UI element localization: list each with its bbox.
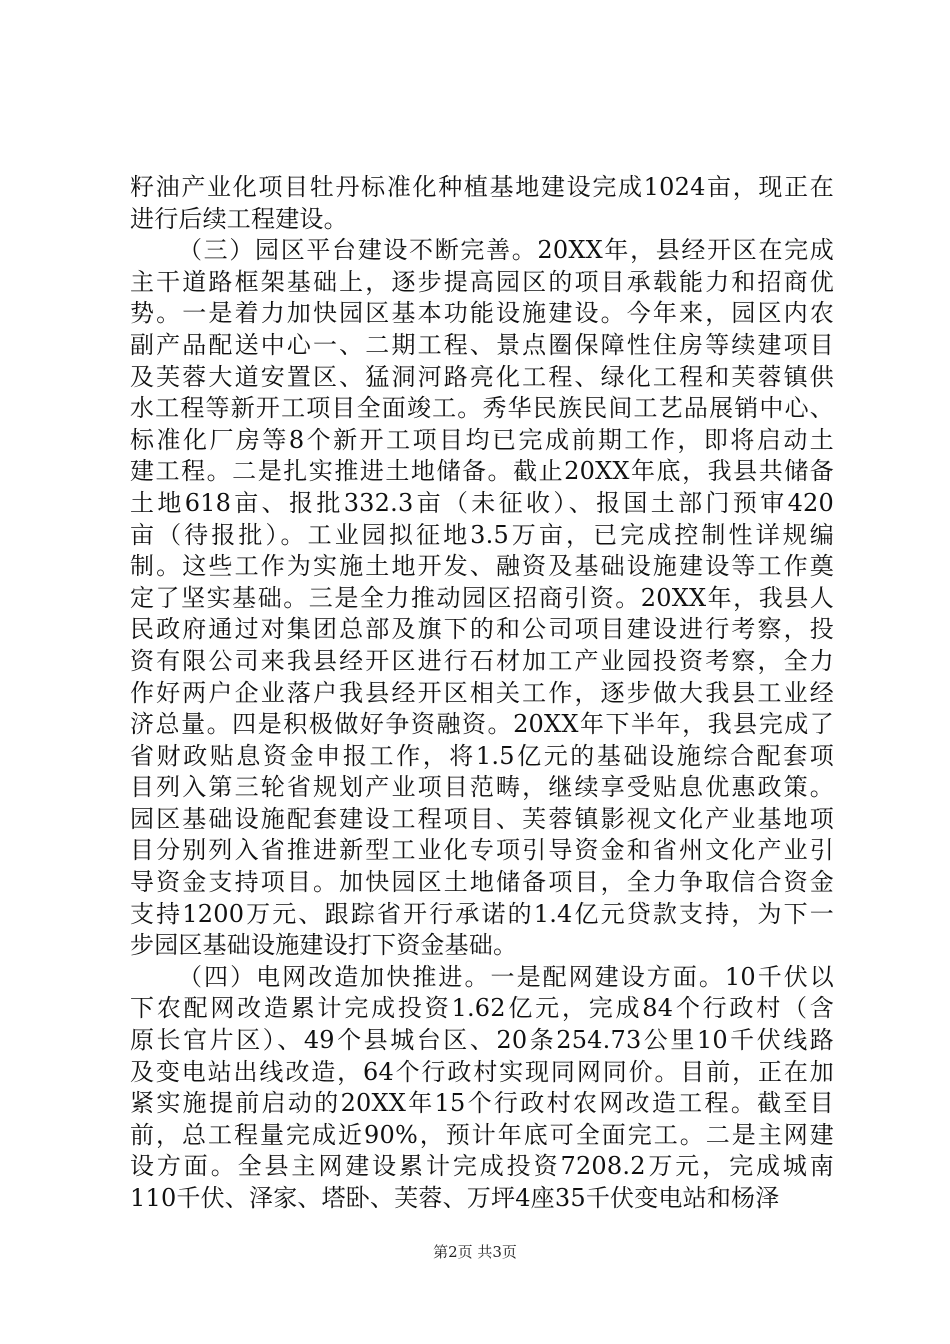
text-line: 土地618亩、报批332.3亩（未征收）、报国土部门预审420 bbox=[130, 488, 834, 517]
text-line: 下农配网改造累计完成投资1.62亿元，完成84个行政村（含 bbox=[130, 994, 834, 1023]
text-line: 籽油产业化项目牡丹标准化种植基地建设完成1024亩，现正在 bbox=[130, 173, 834, 201]
text-line: 步园区基础设施建设打下资金基础。 bbox=[130, 931, 518, 960]
text-line: 水工程等新开工项目全面竣工。秀华民族民间工艺品展销中心、 bbox=[130, 394, 834, 423]
text-line: 支持1200万元、跟踪省开行承诺的1.4亿元贷款支持，为下一 bbox=[130, 899, 834, 928]
text-line: 副产品配送中心一、二期工程、景点圈保障性住房等续建项目 bbox=[130, 330, 834, 359]
text-line: 原长官片区）、49个县城台区、20条254.73公里10千伏线路 bbox=[130, 1026, 834, 1055]
text-line: 进行后续工程建设。 bbox=[130, 204, 348, 233]
text-line: 设方面。全县主网建设累计完成投资7208.2万元，完成城南 bbox=[130, 1152, 834, 1181]
text-line: 资有限公司来我县经开区进行石材加工产业园投资考察，全力 bbox=[130, 646, 834, 675]
text-line: 定了坚实基础。三是全力推动园区招商引资。20XX年，我县人 bbox=[130, 583, 834, 612]
text-line: 导资金支持项目。加快园区土地储备项目，全力争取信合资金 bbox=[130, 868, 834, 897]
text-line: 省财政贴息资金申报工作，将1.5亿元的基础设施综合配套项 bbox=[130, 741, 834, 770]
text-line: 亩（待报批）。工业园拟征地3.5万亩，已完成控制性详规编 bbox=[130, 520, 834, 549]
text-line: 济总量。四是积极做好争资融资。20XX年下半年，我县完成了 bbox=[130, 710, 834, 739]
paragraph bbox=[130, 235, 834, 962]
document-body bbox=[130, 172, 834, 1215]
text-line: 110千伏、泽家、塔卧、芙蓉、万坪4座35千伏变电站和杨泽 bbox=[130, 1184, 780, 1212]
text-line: 制。这些工作为实施土地开发、融资及基础设施建设等工作奠 bbox=[130, 552, 834, 581]
text-line: 主干道路框架基础上，逐步提高园区的项目承载能力和招商优 bbox=[130, 267, 834, 296]
text-line: 势。一是着力加快园区基本功能设施建设。今年来，园区内农 bbox=[130, 299, 834, 328]
text-line: 建工程。二是扎实推进土地储备。截止20XX年底，我县共储备 bbox=[130, 457, 834, 486]
paragraph bbox=[130, 172, 834, 235]
text-line: 园区基础设施配套建设工程项目、芙蓉镇影视文化产业基地项 bbox=[130, 804, 834, 833]
text-line: 目分别列入省推进新型工业化专项引导资金和省州文化产业引 bbox=[130, 836, 834, 865]
page-footer: 第2页 共3页 bbox=[433, 1243, 517, 1261]
text-line: （四）电网改造加快推进。一是配网建设方面。10千伏以 bbox=[178, 962, 834, 991]
text-line: 及芙蓉大道安置区、猛洞河路亮化工程、绿化工程和芙蓉镇供 bbox=[130, 362, 834, 391]
text-line: 目列入第三轮省规划产业项目范畴，继续享受贴息优惠政策。 bbox=[130, 773, 834, 802]
paragraph bbox=[130, 962, 834, 1215]
text-line: 前，总工程量完成近90%，预计年底可全面完工。二是主网建 bbox=[130, 1120, 834, 1149]
text-line: （三）园区平台建设不断完善。20XX年，县经开区在完成 bbox=[178, 236, 834, 265]
text-line: 及变电站出线改造，64个行政村实现同网同价。目前，正在加 bbox=[130, 1057, 834, 1086]
text-line: 紧实施提前启动的20XX年15个行政村农网改造工程。截至目 bbox=[130, 1089, 834, 1118]
text-line: 民政府通过对集团总部及旗下的和公司项目建设进行考察，投 bbox=[130, 615, 834, 644]
text-line: 作好两户企业落户我县经开区相关工作，逐步做大我县工业经 bbox=[130, 678, 834, 707]
text-line: 标准化厂房等8个新开工项目均已完成前期工作，即将启动土 bbox=[130, 425, 834, 454]
